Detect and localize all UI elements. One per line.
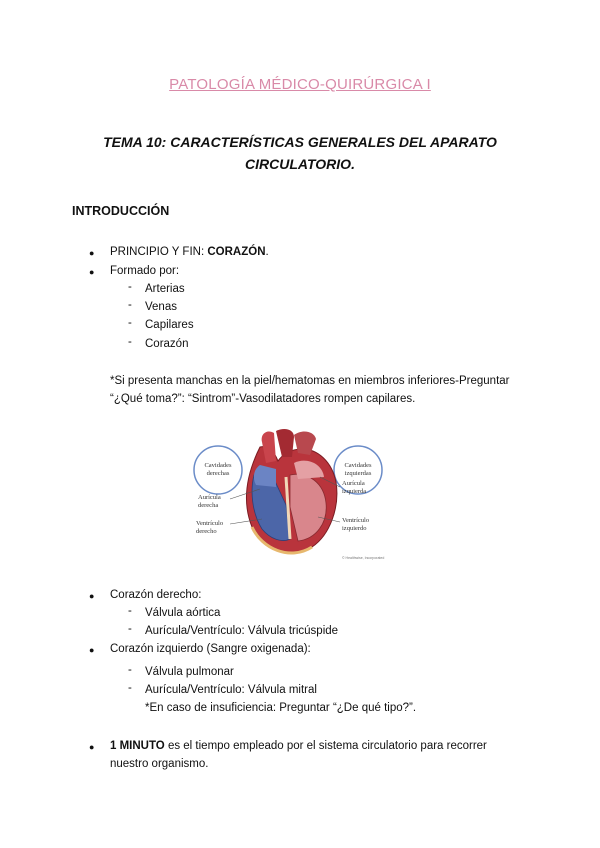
sub-item: Corazón xyxy=(145,338,189,350)
dash-icon: - xyxy=(128,317,132,329)
heart-diagram xyxy=(190,427,405,565)
sub-item: Arterias xyxy=(145,283,185,295)
bullet-icon: ● xyxy=(89,742,95,752)
minute-line-2: nuestro organismo. xyxy=(110,758,209,770)
note-line-2: “¿Qué toma?”: “Sintrom”-Vasodilatadores rompen capilares. xyxy=(110,393,416,405)
left-circle-label-1: Cavidades xyxy=(204,462,232,469)
sub-item: Venas xyxy=(145,301,177,313)
bullet-icon: ● xyxy=(89,248,95,258)
minute-line-1 xyxy=(110,737,487,755)
topic-title-line-2: CIRCULATORIO. xyxy=(245,156,355,172)
right-heart-item: Aurícula/Ventrículo: Válvula tricúspide xyxy=(145,625,339,637)
right-ventricle-label-2: izquierdo xyxy=(342,525,367,532)
principle-prefix: PRINCIPIO Y FIN: xyxy=(110,246,208,258)
heart-illustration xyxy=(247,429,337,553)
image-credit: © Healthwise, Incorporated xyxy=(342,556,385,560)
left-circle-label-2: derechas xyxy=(206,470,230,477)
dash-icon: - xyxy=(128,605,132,617)
right-circle-label-1: Cavidades xyxy=(344,462,372,469)
note-line-1: *Si presenta manchas en la piel/hematomas en miembros inferiores-Preguntar xyxy=(110,375,510,387)
dash-icon: - xyxy=(128,623,132,635)
section-heading: INTRODUCCIÓN xyxy=(72,204,170,218)
right-heart-heading: Corazón derecho: xyxy=(110,589,202,601)
minute-rest: es el tiempo empleado por el sistema circulatorio para recorrer xyxy=(164,740,487,752)
right-atrium-label-2: izquierda xyxy=(342,488,367,495)
left-ventricle-label-2: derecho xyxy=(196,528,217,535)
dash-icon: - xyxy=(128,664,132,676)
left-heart-item: Aurícula/Ventrículo: Válvula mitral xyxy=(145,684,317,696)
right-heart-item: Válvula aórtica xyxy=(145,607,221,619)
list-item-principle xyxy=(110,243,269,261)
topic-title xyxy=(60,131,540,175)
bullet-icon: ● xyxy=(89,591,95,601)
principle-bold: CORAZÓN xyxy=(207,246,266,258)
left-atrium-label-2: derecha xyxy=(198,502,219,509)
sub-item: Capilares xyxy=(145,319,194,331)
right-ventricle-label-1: Ventrículo xyxy=(342,517,370,524)
minute-bold: 1 MINUTO xyxy=(110,740,165,752)
dash-icon: - xyxy=(128,299,132,311)
insufficiency-note: *En caso de insuficiencia: Preguntar “¿De qué tipo?”. xyxy=(145,702,417,714)
topic-title-line-1: TEMA 10: CARACTERÍSTICAS GENERALES DEL APARATO xyxy=(103,134,497,150)
dash-icon: - xyxy=(128,682,132,694)
document-title: PATOLOGÍA MÉDICO-QUIRÚRGICA I xyxy=(169,76,431,93)
dash-icon: - xyxy=(128,336,132,348)
bullet-icon: ● xyxy=(89,645,95,655)
principle-suffix: . xyxy=(265,246,269,258)
dash-icon: - xyxy=(128,281,132,293)
right-atrium-label-1: Aurícula xyxy=(342,480,365,487)
bullet-icon: ● xyxy=(89,267,95,277)
left-atrium-label-1: Aurícula xyxy=(198,494,221,501)
right-circle-label-2: izquierdas xyxy=(344,470,372,477)
left-heart-item: Válvula pulmonar xyxy=(145,666,234,678)
left-ventricle-label-1: Ventrículo xyxy=(196,520,224,527)
list-item-formed-by: Formado por: xyxy=(110,265,180,277)
left-heart-heading: Corazón izquierdo (Sangre oxigenada): xyxy=(110,643,311,655)
